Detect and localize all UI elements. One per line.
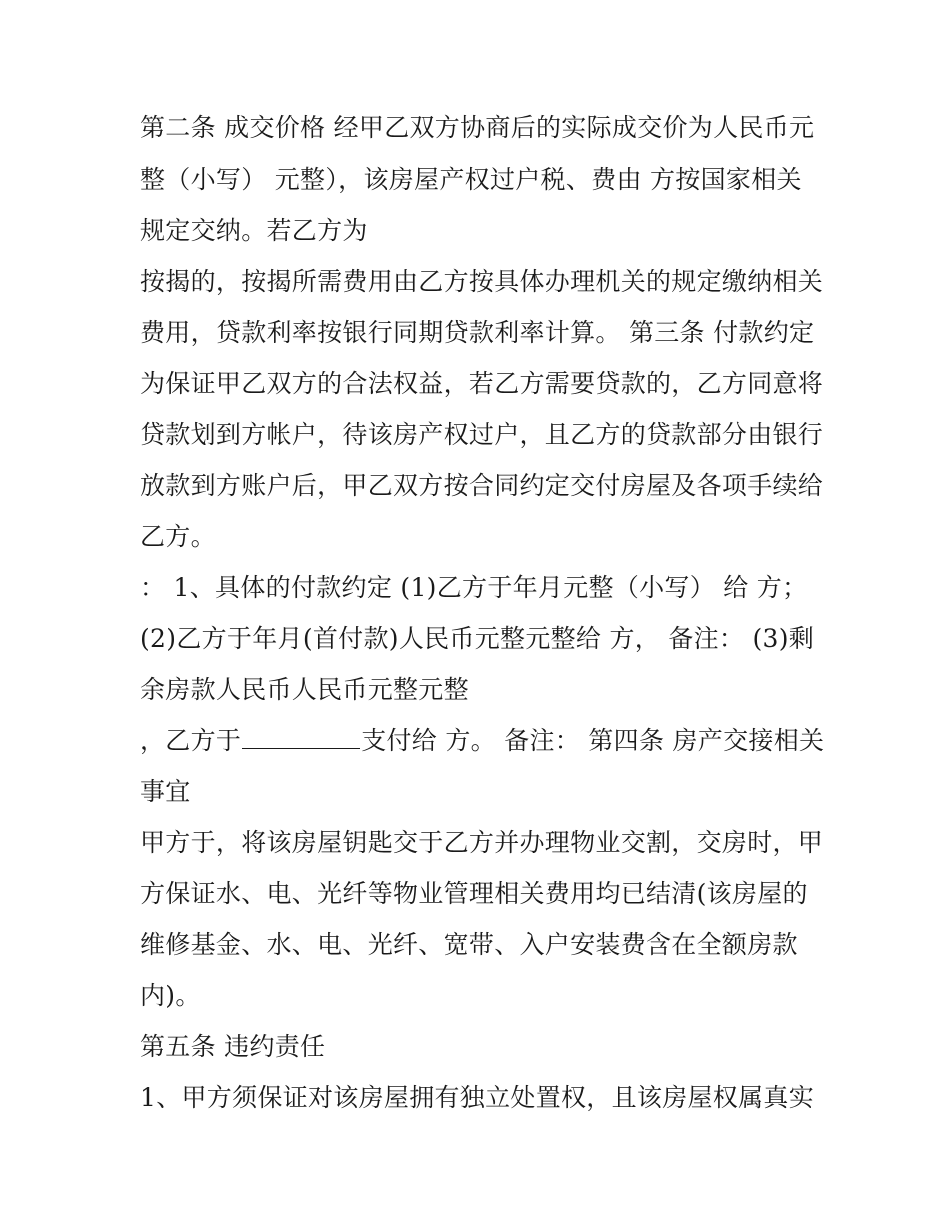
text-line: 为保证甲乙双方的合法权益，若乙方需要贷款的，乙方同意将 [140,369,824,398]
blank-line-prefix: ，乙方于 [140,726,242,755]
text-line: 费用，贷款利率按银行同期贷款利率计算。 第三条 付款约定 [140,318,815,347]
text-line: 甲方于，将该房屋钥匙交于乙方并办理物业交割，交房时，甲 [140,828,824,857]
text-line: 1、甲方须保证对该房屋拥有独立处置权，且该房屋权属真实 [140,1083,815,1112]
text-line: 整（小写） 元整），该房屋产权过户税、费由 方按国家相关 [140,165,802,194]
fill-in-blank [242,724,360,749]
text-line: 规定交纳。若乙方为 [140,216,368,245]
text-line: 贷款划到方帐户，待该房产权过户，且乙方的贷款部分由银行 [140,420,824,449]
text-line: 余房款人民币人民币元整元整 [140,675,469,704]
text-line: 放款到方账户后，甲乙双方按合同约定交付房屋及各项手续给 [140,471,824,500]
text-line: 乙方。 [140,522,216,551]
text-line: 第二条 成交价格 经甲乙双方协商后的实际成交价为人民币元 [140,113,815,142]
blank-line [140,724,825,758]
text-line: 维修基金、水、电、光纤、宽带、入户安装费含在全额房款 [140,930,798,959]
section-heading: 第五条 违约责任 [140,1032,326,1061]
text-line: 事宜 [140,777,191,806]
text-line: 方保证水、电、光纤等物业管理相关费用均已结清(该房屋的 [140,879,808,908]
text-line: 内)。 [140,981,201,1010]
text-line: ： 1、具体的付款约定 (1)乙方于年月元整（小写） 给 方； [140,573,808,602]
blank-line-suffix: 支付给 方。 备注： 第四条 房产交接相关 [361,726,825,755]
text-line: 按揭的，按揭所需费用由乙方按具体办理机关的规定缴纳相关 [140,267,824,296]
text-line: (2)乙方于年月(首付款)人民币元整元整给 方， 备注： (3)剩 [140,624,815,653]
